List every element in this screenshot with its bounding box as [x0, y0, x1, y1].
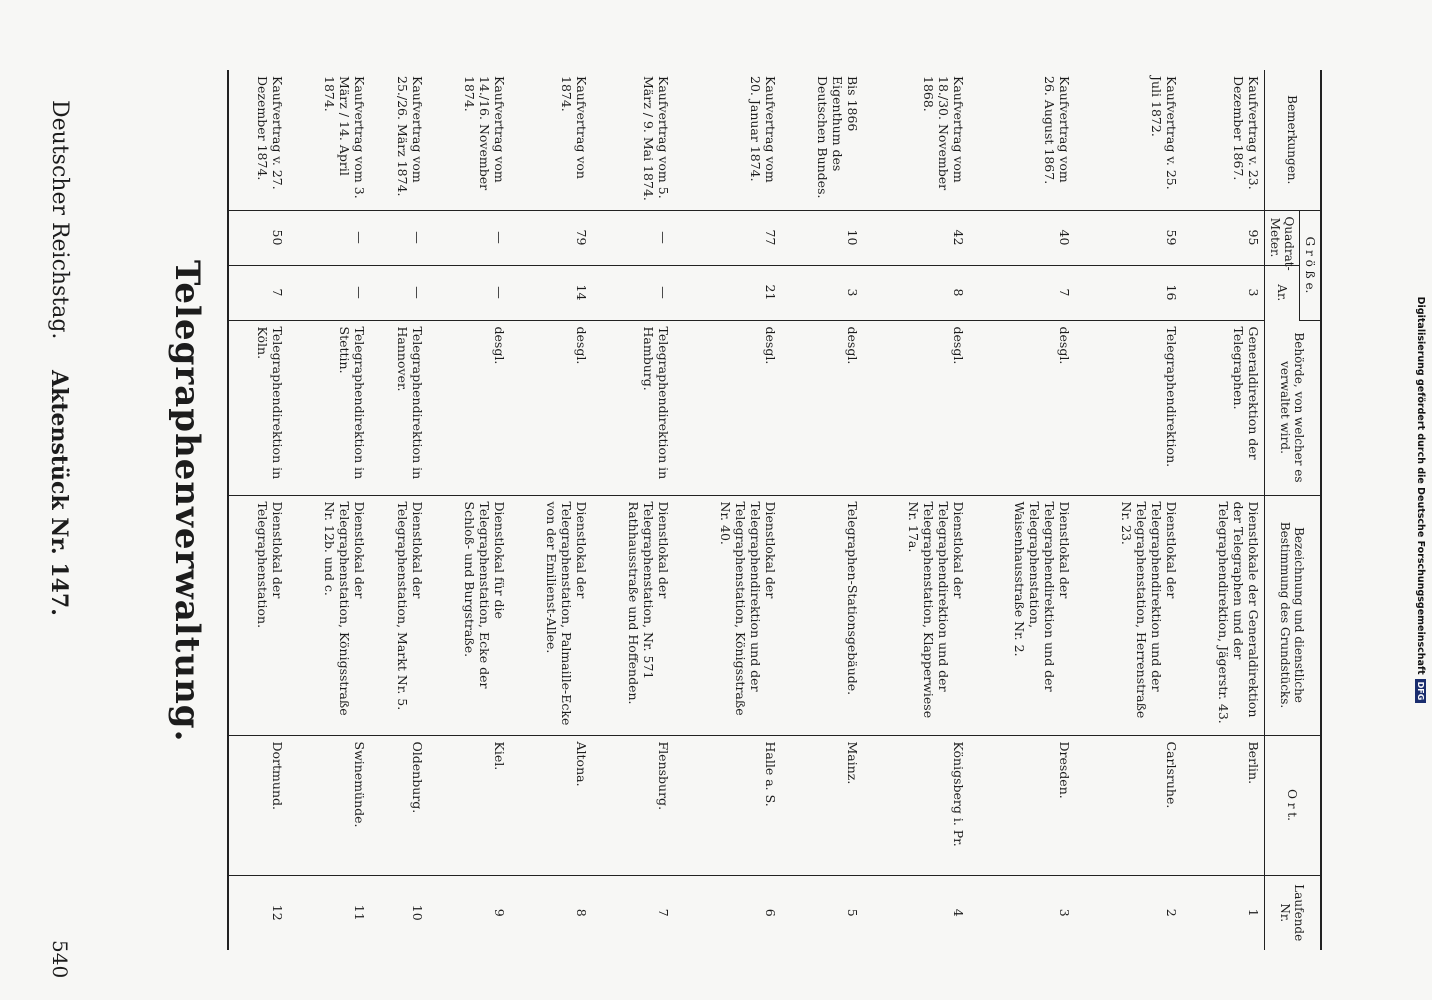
cell-ort: Carlsruhe.	[1075, 735, 1181, 875]
cell-ort: Mainz.	[781, 735, 863, 875]
cell-bemerkungen: Kaufvertrag vom 18./30. November 1868.	[863, 70, 969, 210]
cell-bemerkungen: Kaufvertrag vom 14./16. November 1874.	[428, 70, 510, 210]
cell-ort: Königsberg i. Pr.	[863, 735, 969, 875]
cell-bemerkungen: Kaufvertrag vom 20. Januar 1874.	[674, 70, 780, 210]
cell-bemerkungen: Kaufvertrag vom 26. August 1867.	[969, 70, 1075, 210]
cell-ar: 8	[863, 265, 969, 320]
cell-bemerkungen: Kaufvertrag vom 25./26. März 1874.	[370, 70, 428, 210]
cell-bezeichnung: Dienstlokal der Telegraphendirektion und der Telegraphenstation, Waisenhausstraße Nr. 2.	[969, 495, 1075, 735]
cell-bemerkungen: Bis 1866 Eigenthum des Deutschen Bundes.	[781, 70, 863, 210]
cell-ar: 16	[1075, 265, 1181, 320]
cell-ar: 3	[781, 265, 863, 320]
table-row	[592, 70, 674, 950]
cell-bezeichnung: Dienstlokale der Generaldirektion der Telegraphen und der Telegraphendirektion, Jägerstr. 43.	[1182, 495, 1265, 735]
cell-qm: —	[288, 210, 370, 265]
cell-behoerde: Telegraphendirektion in Hannover.	[370, 320, 428, 495]
cell-bezeichnung: Dienstlokal der Telegraphenstation, Markt Nr. 5.	[370, 495, 428, 735]
cell-qm: —	[370, 210, 428, 265]
cell-ar: 14	[510, 265, 592, 320]
cell-behoerde: desgl.	[863, 320, 969, 495]
table-row	[228, 70, 288, 950]
cell-qm: 40	[969, 210, 1075, 265]
cell-behoerde: Telegraphendirektion in Stettin.	[288, 320, 370, 495]
cell-bezeichnung: Dienstlokal der Telegraphendirektion und der Telegraphenstation, Herrenstraße Nr. 23.	[1075, 495, 1181, 735]
page-number: 540	[48, 940, 72, 979]
cell-bemerkungen: Kaufvertrag vom 3. März / 14. April 1874.	[288, 70, 370, 210]
cell-ar: 3	[1182, 265, 1265, 320]
scan-credit	[1415, 0, 1426, 1000]
cell-ar: 21	[674, 265, 780, 320]
cell-bezeichnung: Dienstlokal der Telegraphenstation, Königsstraße Nr. 12b. und c.	[288, 495, 370, 735]
cell-bemerkungen: Kaufvertrag v. 25. Juli 1872.	[1075, 70, 1181, 210]
cell-bezeichnung: Dienstlokal der Telegraphendirektion und der Telegraphenstation, Königsstraße Nr. 40.	[674, 495, 780, 735]
cell-ort: Dresden.	[969, 735, 1075, 875]
header-bezeichnung: Bezeichnung und dienstliche Bestimmung des Grundstücks.	[1265, 495, 1322, 735]
table-row	[370, 70, 428, 950]
cell-laufende-nr: 3	[1057, 908, 1073, 917]
cell-ort: Flensburg.	[592, 735, 674, 875]
cell-qm: 77	[674, 210, 780, 265]
cell-ort: Swinemünde.	[288, 735, 370, 875]
cell-behoerde: desgl.	[674, 320, 780, 495]
table-row	[288, 70, 370, 950]
cell-ort: Kiel.	[428, 735, 510, 875]
header-behoerde: Behörde, von welcher es verwaltet wird.	[1265, 320, 1322, 495]
cell-laufende-nr: 12	[228, 875, 288, 950]
cell-qm: 50	[228, 210, 288, 265]
cell-ar: —	[428, 265, 510, 320]
cell-ort: Dortmund.	[228, 735, 288, 875]
cell-bezeichnung: Dienstlokal der Telegraphenstation, Palmaille-Ecke von der Emilienst-Allee.	[510, 495, 592, 735]
cell-ar: —	[288, 265, 370, 320]
cell-behoerde: Telegraphendirektion.	[1075, 320, 1181, 495]
page-title: Telegraphenverwaltung.	[167, 260, 207, 743]
cell-bemerkungen: Kaufvertrag vom 5. März / 9. Mai 1874.	[592, 70, 674, 210]
cell-ar: 7	[969, 265, 1075, 320]
cell-laufende-nr: 9	[491, 908, 507, 917]
cell-bemerkungen: Kaufvertrag v. 23. Dezember 1867.	[1182, 70, 1265, 210]
table-body	[228, 70, 1265, 950]
header-ar: Ar.	[1265, 265, 1300, 320]
cell-laufende-nr: 7	[656, 908, 672, 917]
cell-ar: —	[370, 265, 428, 320]
cell-behoerde: Telegraphendirektion in Hamburg.	[592, 320, 674, 495]
cell-bezeichnung: Dienstlokal für die Telegraphenstation, Ecke der Schloß- und Burgstraße.	[428, 495, 510, 735]
cell-bezeichnung: Dienstlokal der Telegraphenstation.	[228, 495, 288, 735]
cell-bemerkungen: Kaufvertrag v. 27. Dezember 1874.	[228, 70, 288, 210]
cell-behoerde: Telegraphendirektion in Köln.	[228, 320, 288, 495]
cell-behoerde: desgl.	[969, 320, 1075, 495]
cell-behoerde: desgl.	[510, 320, 592, 495]
table-row	[781, 70, 863, 950]
cell-qm: 42	[863, 210, 969, 265]
cell-qm: 79	[510, 210, 592, 265]
cell-qm: 95	[1182, 210, 1265, 265]
cell-behoerde: Generaldirektion der Telegraphen.	[1182, 320, 1265, 495]
cell-laufende-nr: 5	[844, 908, 860, 917]
cell-qm: 59	[1075, 210, 1181, 265]
table-row	[1075, 70, 1181, 950]
cell-laufende-nr: 2	[1163, 908, 1179, 917]
table-row	[674, 70, 780, 950]
header-ort: O r t.	[1265, 735, 1322, 875]
table-row	[428, 70, 510, 950]
cell-behoerde: desgl.	[428, 320, 510, 495]
cell-ort: Halle a. S.	[674, 735, 780, 875]
cell-ort: Altona.	[510, 735, 592, 875]
cell-qm: 10	[781, 210, 863, 265]
running-head-left: Deutscher Reichstag.	[47, 100, 72, 340]
cell-bezeichnung: Dienstlokal der Telegraphenstation, Nr. 571 Rathhausstraße und Hoffenden.	[592, 495, 674, 735]
cell-behoerde: desgl.	[781, 320, 863, 495]
dfg-logo: DFG	[1415, 679, 1426, 704]
cell-laufende-nr: 8	[574, 908, 590, 917]
table-row	[510, 70, 592, 950]
header-bemerkungen: Bemerkungen.	[1265, 70, 1322, 210]
table-row	[1182, 70, 1265, 950]
cell-ar: 7	[228, 265, 288, 320]
header-groesse: G r ö ß e.	[1300, 210, 1322, 320]
header-laufende-nr: Laufende Nr.	[1265, 875, 1322, 950]
cell-laufende-nr: 1	[1246, 908, 1261, 917]
table-row	[969, 70, 1075, 950]
cell-bezeichnung: Telegraphen-Stationsgebäude.	[781, 495, 863, 735]
property-register-table	[227, 70, 1322, 950]
header-qm: Quadrat-Meter.	[1265, 210, 1300, 265]
cell-laufende-nr: 4	[950, 908, 966, 917]
running-head	[32, 40, 72, 979]
cell-laufende-nr: 11	[351, 904, 367, 921]
cell-bezeichnung: Dienstlokal der Telegraphendirektion und der Telegraphenstation, Klapperwiese Nr. 17a.	[863, 495, 969, 735]
scan-credit-text: Digitalisierung gefördert durch die Deutsche Forschungsgemeinschaft	[1415, 296, 1426, 675]
cell-ort: Oldenburg.	[370, 735, 428, 875]
table-row	[863, 70, 969, 950]
cell-laufende-nr: 6	[762, 908, 778, 917]
running-head-right: Aktenstück Nr. 147.	[46, 370, 72, 616]
cell-ar: —	[592, 265, 674, 320]
cell-qm: —	[428, 210, 510, 265]
cell-laufende-nr: 10	[409, 904, 425, 921]
cell-bemerkungen: Kaufvertrag von 1874.	[510, 70, 592, 210]
cell-qm: —	[592, 210, 674, 265]
cell-ort: Berlin.	[1182, 735, 1265, 875]
